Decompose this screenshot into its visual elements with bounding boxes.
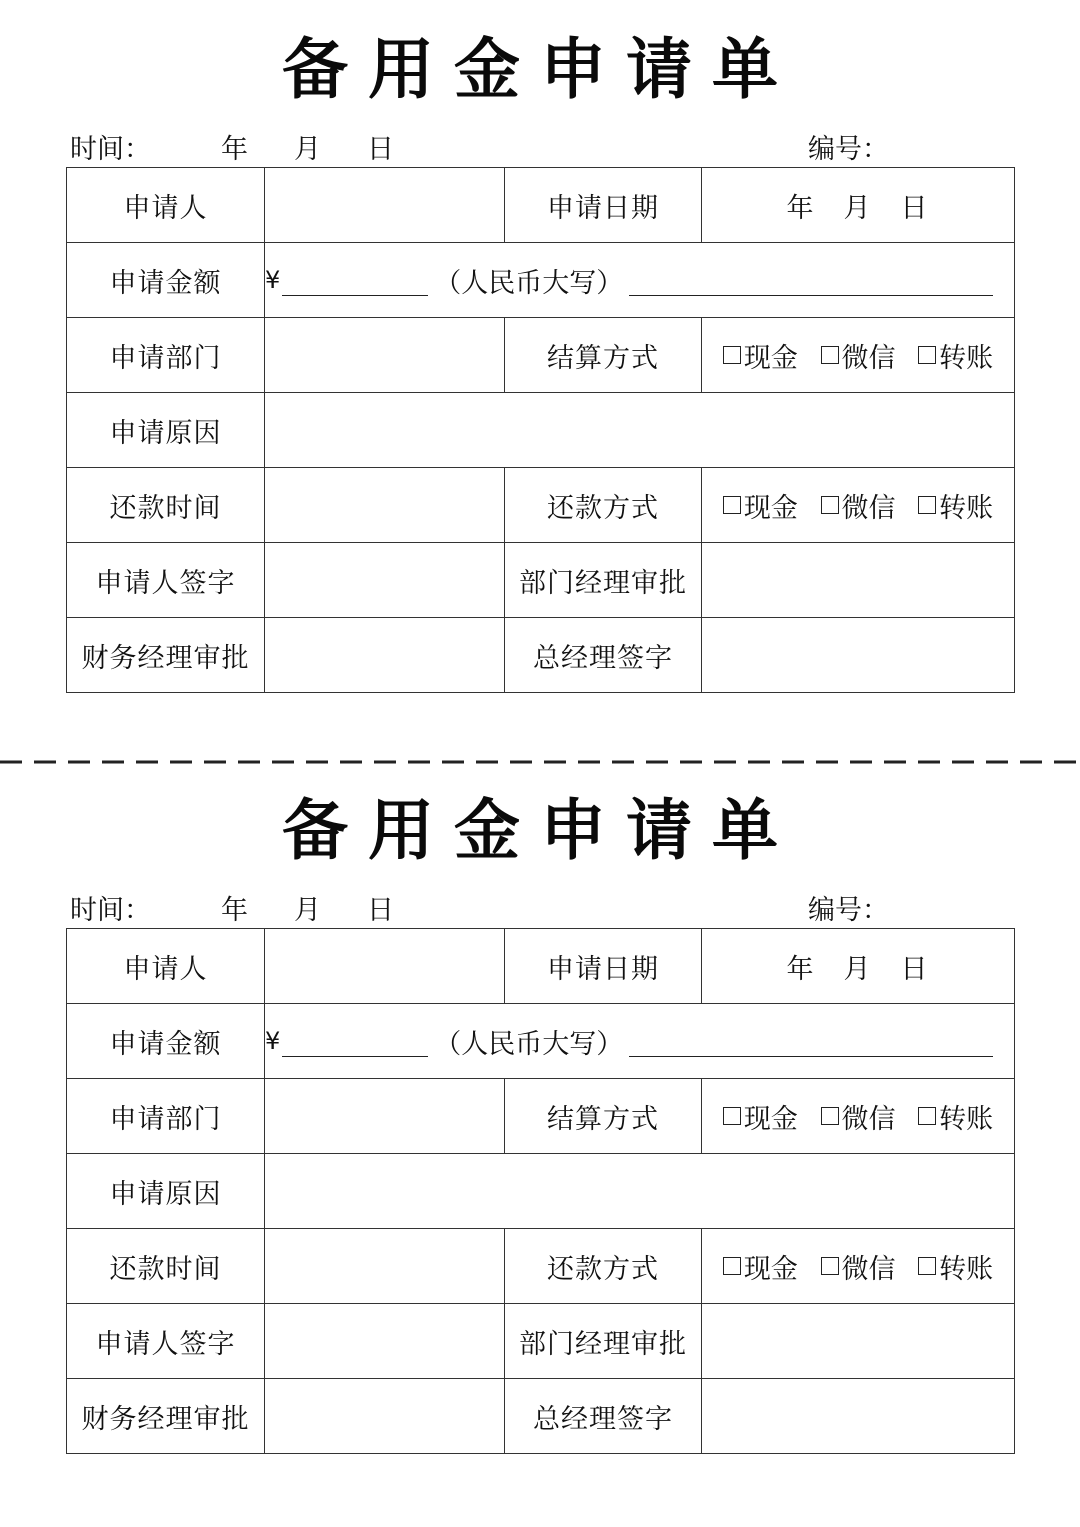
- currency-symbol: ¥: [265, 1027, 281, 1055]
- gm-sign-field[interactable]: [702, 618, 1015, 693]
- apply-date-field[interactable]: [702, 929, 1015, 1004]
- time-line: [70, 132, 394, 168]
- checkbox-icon[interactable]: [821, 346, 839, 364]
- time-day-label: 日: [367, 134, 394, 165]
- number-label: 编号：: [808, 134, 889, 165]
- time-day-label: 日: [367, 895, 394, 926]
- application-table: [66, 167, 1015, 693]
- option-label: 微信: [841, 492, 896, 524]
- checkbox-icon[interactable]: [821, 496, 839, 514]
- repay-option-transfer[interactable]: [918, 1247, 993, 1286]
- time-year-label: 年: [221, 895, 248, 926]
- department-label: 申请部门: [67, 1079, 265, 1154]
- amount-number-line[interactable]: [282, 265, 428, 296]
- settlement-method-label: 结算方式: [505, 318, 702, 393]
- apply-date-day: 日: [900, 192, 930, 224]
- number-label: 编号：: [808, 895, 889, 926]
- finance-manager-approval-label: 财务经理审批: [67, 1379, 265, 1454]
- apply-date-label: 申请日期: [505, 168, 702, 243]
- apply-date-day: 日: [900, 953, 930, 985]
- dept-manager-approval-field[interactable]: [702, 543, 1015, 618]
- table-row: [67, 929, 1015, 1004]
- repay-time-field[interactable]: [265, 1229, 505, 1304]
- reason-field[interactable]: [265, 393, 1015, 468]
- settlement-option-cash[interactable]: [723, 336, 798, 375]
- table-row: [67, 543, 1015, 618]
- checkbox-icon[interactable]: [918, 346, 936, 364]
- amount-label: 申请金额: [67, 1004, 265, 1079]
- repay-time-label: 还款时间: [67, 468, 265, 543]
- table-row: [67, 1079, 1015, 1154]
- option-label: 现金: [743, 492, 798, 524]
- finance-manager-approval-field[interactable]: [265, 1379, 505, 1454]
- table-row: [67, 393, 1015, 468]
- gm-sign-label: 总经理签字: [505, 618, 702, 693]
- uppercase-amount-label: （人民币大写）: [434, 267, 624, 299]
- applicant-field[interactable]: [265, 929, 505, 1004]
- table-row: [67, 1154, 1015, 1229]
- department-field[interactable]: [265, 318, 505, 393]
- time-month-label: 月: [294, 134, 321, 165]
- apply-date-month: 月: [843, 953, 873, 985]
- repay-option-wechat[interactable]: [821, 486, 896, 525]
- dept-manager-approval-field[interactable]: [702, 1304, 1015, 1379]
- repay-option-transfer[interactable]: [918, 486, 993, 525]
- option-label: 转账: [939, 1103, 994, 1135]
- time-label: 时间：: [70, 895, 151, 926]
- finance-manager-approval-field[interactable]: [265, 618, 505, 693]
- option-label: 微信: [841, 1103, 896, 1135]
- form-title: 备用金申请单: [282, 31, 798, 108]
- apply-date-year: 年: [786, 953, 816, 985]
- checkbox-icon[interactable]: [918, 1107, 936, 1125]
- dept-manager-approval-label: 部门经理审批: [505, 1304, 702, 1379]
- checkbox-icon[interactable]: [918, 496, 936, 514]
- applicant-sign-field[interactable]: [265, 543, 505, 618]
- checkbox-icon[interactable]: [723, 1257, 741, 1275]
- settlement-option-transfer[interactable]: [918, 1097, 993, 1136]
- settlement-option-cash[interactable]: [723, 1097, 798, 1136]
- option-label: 转账: [939, 342, 994, 374]
- applicant-label: 申请人: [67, 929, 265, 1004]
- apply-date-month: 月: [843, 192, 873, 224]
- checkbox-icon[interactable]: [723, 1107, 741, 1125]
- department-field[interactable]: [265, 1079, 505, 1154]
- table-row: [67, 1004, 1015, 1079]
- petty-cash-form-2: [0, 761, 1080, 1481]
- option-label: 微信: [841, 342, 896, 374]
- table-row: [67, 318, 1015, 393]
- reason-label: 申请原因: [67, 393, 265, 468]
- gm-sign-field[interactable]: [702, 1379, 1015, 1454]
- time-month-label: 月: [294, 895, 321, 926]
- repay-option-cash[interactable]: [723, 1247, 798, 1286]
- checkbox-icon[interactable]: [821, 1257, 839, 1275]
- option-label: 现金: [743, 1253, 798, 1285]
- repay-time-field[interactable]: [265, 468, 505, 543]
- reason-field[interactable]: [265, 1154, 1015, 1229]
- time-label: 时间：: [70, 134, 151, 165]
- amount-label: 申请金额: [67, 243, 265, 318]
- table-row: [67, 618, 1015, 693]
- option-label: 现金: [743, 1103, 798, 1135]
- repay-method-label: 还款方式: [505, 468, 702, 543]
- table-row: [67, 1304, 1015, 1379]
- form-title: 备用金申请单: [282, 792, 798, 869]
- settlement-option-wechat[interactable]: [821, 1097, 896, 1136]
- apply-date-field[interactable]: [702, 168, 1015, 243]
- checkbox-icon[interactable]: [821, 1107, 839, 1125]
- option-label: 转账: [939, 492, 994, 524]
- uppercase-amount-label: （人民币大写）: [434, 1028, 624, 1060]
- amount-number-line[interactable]: [282, 1026, 428, 1057]
- applicant-sign-label: 申请人签字: [67, 1304, 265, 1379]
- gm-sign-label: 总经理签字: [505, 1379, 702, 1454]
- amount-field[interactable]: [265, 1004, 1015, 1079]
- table-row: [67, 1229, 1015, 1304]
- table-row: [67, 1379, 1015, 1454]
- amount-field[interactable]: [265, 243, 1015, 318]
- amount-uppercase-line[interactable]: [629, 265, 993, 296]
- checkbox-icon[interactable]: [723, 496, 741, 514]
- time-year-label: 年: [221, 134, 248, 165]
- time-line: [70, 893, 394, 929]
- repay-option-cash[interactable]: [723, 486, 798, 525]
- option-label: 现金: [743, 342, 798, 374]
- repay-method-label: 还款方式: [505, 1229, 702, 1304]
- department-label: 申请部门: [67, 318, 265, 393]
- applicant-label: 申请人: [67, 168, 265, 243]
- table-row: [67, 243, 1015, 318]
- application-table: [66, 928, 1015, 1454]
- repay-time-label: 还款时间: [67, 1229, 265, 1304]
- settlement-options: [702, 1079, 1015, 1154]
- option-label: 微信: [841, 1253, 896, 1285]
- checkbox-icon[interactable]: [918, 1257, 936, 1275]
- checkbox-icon[interactable]: [723, 346, 741, 364]
- table-row: [67, 468, 1015, 543]
- finance-manager-approval-label: 财务经理审批: [67, 618, 265, 693]
- applicant-sign-label: 申请人签字: [67, 543, 265, 618]
- option-label: 转账: [939, 1253, 994, 1285]
- applicant-field[interactable]: [265, 168, 505, 243]
- settlement-method-label: 结算方式: [505, 1079, 702, 1154]
- petty-cash-form-1: [0, 0, 1080, 720]
- settlement-option-transfer[interactable]: [918, 336, 993, 375]
- repay-option-wechat[interactable]: [821, 1247, 896, 1286]
- settlement-options: [702, 318, 1015, 393]
- apply-date-label: 申请日期: [505, 929, 702, 1004]
- applicant-sign-field[interactable]: [265, 1304, 505, 1379]
- reason-label: 申请原因: [67, 1154, 265, 1229]
- repay-options: [702, 1229, 1015, 1304]
- dept-manager-approval-label: 部门经理审批: [505, 543, 702, 618]
- currency-symbol: ¥: [265, 266, 281, 294]
- amount-uppercase-line[interactable]: [629, 1026, 993, 1057]
- settlement-option-wechat[interactable]: [821, 336, 896, 375]
- repay-options: [702, 468, 1015, 543]
- apply-date-year: 年: [786, 192, 816, 224]
- table-row: [67, 168, 1015, 243]
